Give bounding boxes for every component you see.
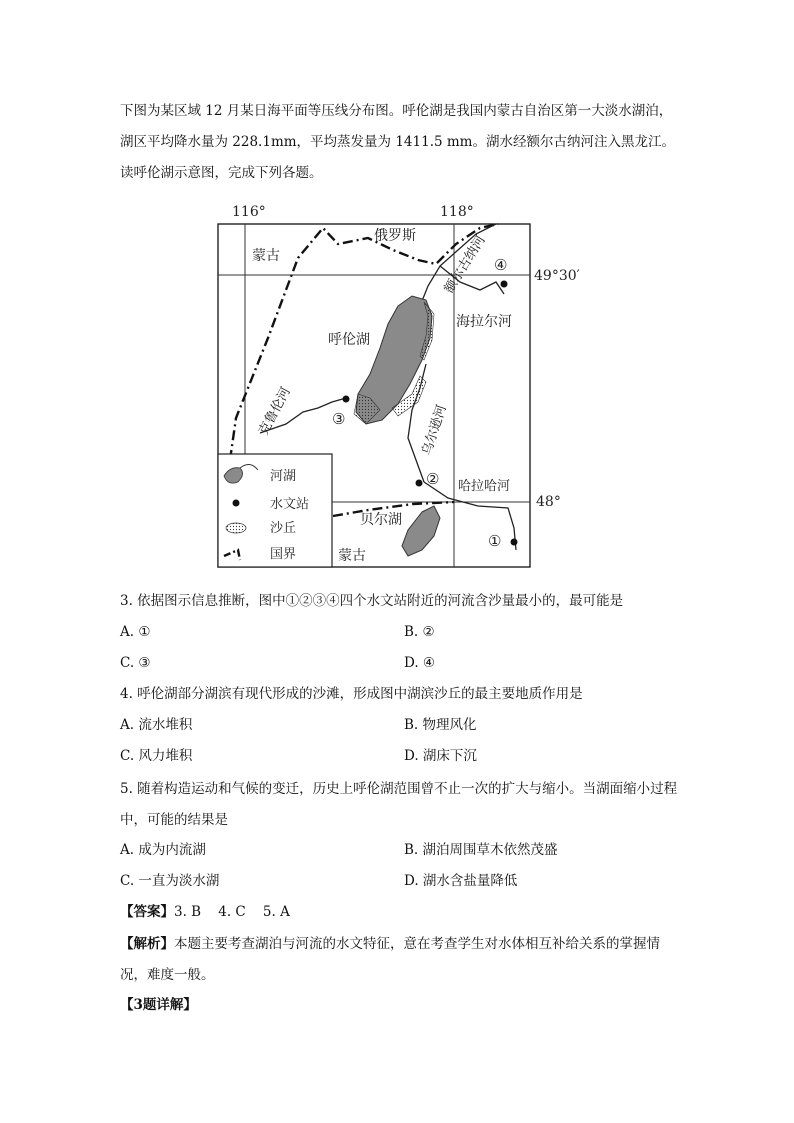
- label-hulun-lake: 呼伦湖: [328, 332, 370, 348]
- label-russia: 俄罗斯: [374, 228, 416, 244]
- label-hailar-river: 海拉尔河: [456, 314, 512, 330]
- q4-option-b: B. 物理风化: [404, 717, 477, 733]
- answer-text: 3. B 4. C 5. A: [174, 904, 290, 920]
- lon-left-label: 116°: [232, 204, 266, 220]
- question-4-stem: 4. 呼伦湖部分湖滨有现代形成的沙滩，形成图中湖滨沙丘的最主要地质作用是: [120, 686, 583, 702]
- detail-heading: 【3题详解】: [120, 997, 197, 1013]
- answer-label: 【答案】: [120, 904, 174, 920]
- q3-option-d: D. ④: [404, 655, 436, 671]
- legend-label-dune: 沙丘: [270, 521, 297, 536]
- legend-label-lake: 河湖: [270, 469, 297, 484]
- label-halaha-river: 哈拉哈河: [458, 479, 511, 494]
- station-3-label: ③: [332, 410, 346, 428]
- hulun-lake-map: [208, 198, 580, 575]
- dune-icon: [226, 523, 246, 533]
- station-dot-icon: [233, 500, 240, 507]
- label-kerulen-river: 克鲁伦河: [256, 384, 294, 438]
- station-3-dot: [343, 396, 350, 403]
- label-mongolia-top: 蒙古: [252, 248, 280, 264]
- analysis-text: 本题主要考查湖泊与河流的水文特征，意在考查学生对水体相互补给关系的掌握情况，难度一般。: [120, 936, 660, 983]
- answer-line: [120, 902, 290, 922]
- question-5-stem: 5. 随着构造运动和气候的变迁，历史上呼伦湖范围曾不止一次的扩大与缩小。当湖面缩小过程中，可能的结果是: [120, 781, 678, 828]
- q5-option-a: A. 成为内流湖: [120, 842, 206, 858]
- intro-paragraph: 下图为某区域 12 月某日海平面等压线分布图。呼伦湖是我国内蒙古自治区第一大淡水湖泊，湖区平均降水量为 228.1mm，平均蒸发量为 1411.5 mm。湖水经额尔古纳河注入黑龙江。读呼伦湖示意图，完成下列各题。: [120, 103, 675, 181]
- label-buir-lake: 贝尔湖: [360, 512, 402, 528]
- legend-label-station: 水文站: [270, 497, 310, 512]
- analysis-label: 【解析】: [120, 936, 174, 952]
- question-3-stem: 3. 依据图示信息推断，图中①②③④四个水文站附近的河流含沙量最小的，最可能是: [120, 593, 624, 609]
- station-4-label: ④: [494, 256, 508, 274]
- q3-option-c: C. ③: [120, 655, 151, 671]
- q4-option-d: D. 湖床下沉: [404, 748, 477, 764]
- label-mongolia-bottom: 蒙古: [338, 548, 366, 564]
- q5-option-d: D. 湖水含盐量降低: [404, 873, 518, 889]
- q5-option-c: C. 一直为淡水湖: [120, 873, 220, 889]
- station-1-dot: [511, 539, 518, 546]
- q3-option-a: A. ①: [120, 624, 151, 640]
- legend-label-border: 国界: [270, 547, 297, 562]
- lat-bottom-label: 48°: [536, 494, 561, 510]
- station-1-label: ①: [488, 532, 502, 550]
- buir-lake: [402, 506, 440, 556]
- q5-option-b: B. 湖泊周围草木依然茂盛: [404, 842, 558, 858]
- q3-option-b: B. ②: [404, 624, 435, 640]
- lon-right-label: 118°: [440, 204, 474, 220]
- station-2-label: ②: [426, 470, 440, 488]
- station-4-dot: [501, 281, 508, 288]
- label-erguna-river: 额尔古纳河: [441, 233, 489, 297]
- q4-option-c: C. 风力堆积: [120, 748, 193, 764]
- q4-option-a: A. 流水堆积: [120, 717, 193, 733]
- lat-top-label: 49°30′: [534, 268, 580, 284]
- label-orshun-river: 乌尔逊河: [419, 403, 450, 458]
- station-2-dot: [416, 480, 423, 487]
- analysis-paragraph: [120, 929, 680, 991]
